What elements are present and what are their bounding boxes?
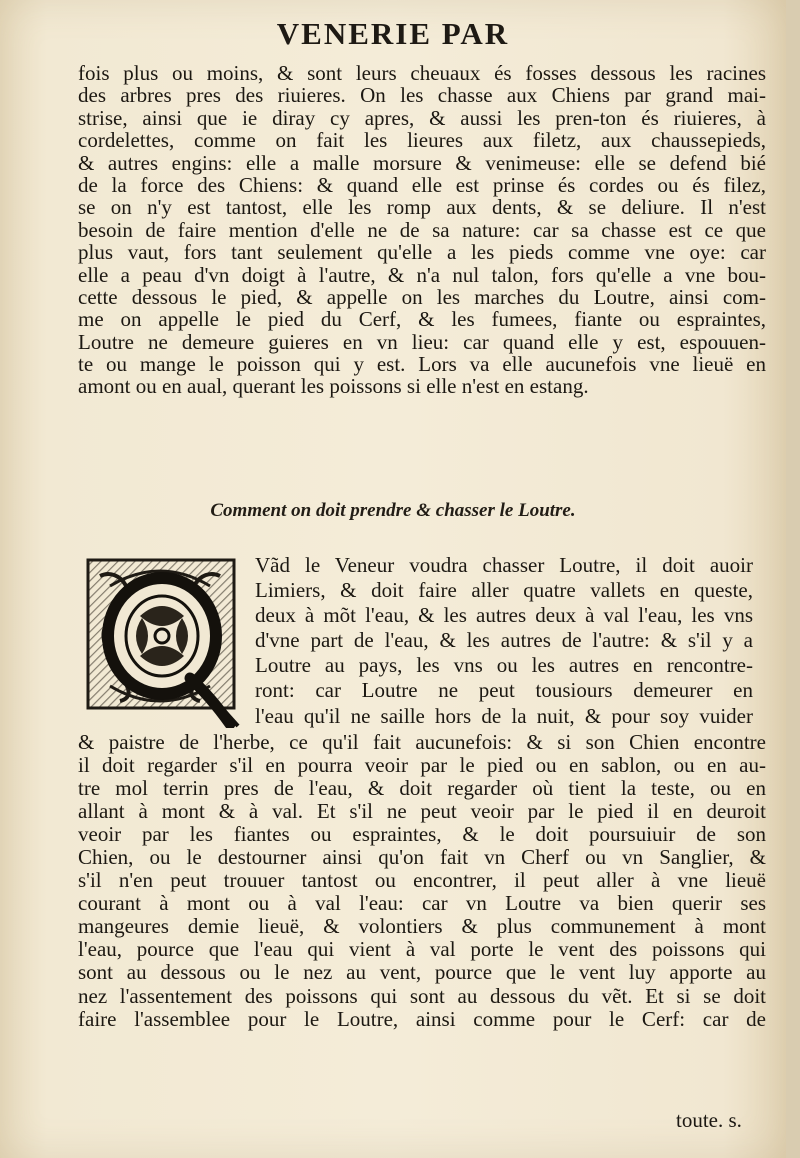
text-line: amont ou en aual, querant les poissons si elle n'est en estang. xyxy=(78,374,589,399)
text-line: fois plus ou moins, & sont leurs cheuaux és fosses dessous les racines xyxy=(78,61,766,85)
side-paragraph xyxy=(255,553,753,729)
text-line: veoir par les fiantes ou espraintes, & le doit poursuiuir de son xyxy=(78,822,766,847)
text-line: cordelettes, comme on fait les lieures aux filetz, aux chaussepieds, xyxy=(78,128,766,153)
text-line: Vãd le Veneur voudra chasser Loutre, il doit auoir xyxy=(255,553,753,577)
catchword: toute. s. xyxy=(676,1108,742,1132)
text-line: l'eau, pource que l'eau qui vient à val porte le vent des poissons qui xyxy=(78,937,766,962)
text-line: d'vne part de l'eau, & les autres de l'autre: & s'il y a xyxy=(255,628,753,653)
section-heading: Comment on doit prendre & chasser le Loutre. xyxy=(210,500,576,521)
page-edge xyxy=(786,0,800,1158)
text-line: de la force des Chiens: & quand elle est prinse és cordes ou és filez, xyxy=(78,172,766,197)
text-line: Chien, ou le destourner ainsi qu'on fait vn Cherf ou vn Sanglier, & xyxy=(78,845,766,870)
text-line: nez l'assentement des poissons qui sont au dessous du vẽt. Et si se doit xyxy=(78,983,766,1008)
text-line: Limiers, & doit faire aller quatre vallets en queste, xyxy=(255,578,753,603)
text-line: se on n'y est tantost, elle les romp aux dents, & se deliure. Il n'est xyxy=(78,195,766,220)
text-line: deux à mõt l'eau, & les autres deux à val l'eau, les vns xyxy=(255,603,753,628)
text-line: allant à mont & à val. Et s'il ne peut veoir par le pied il en deuroit xyxy=(78,799,766,824)
text-line: plus vaut, fors tant seulement qu'elle a les pieds comme vne oye: car xyxy=(78,240,766,265)
text-line: & autres engins: elle a malle morsure & venimeuse: elle se defend bié xyxy=(78,150,766,175)
text-line: ront: car Loutre ne peut tousiours demeurer en xyxy=(255,678,753,703)
text-line: courant à mont ou à val l'eau: car vn Loutre va bien querir ses xyxy=(78,891,766,916)
ornamental-woodcut-initial-icon xyxy=(80,556,240,728)
text-line: sont au dessous ou le nez au vent, pource que le vent luy apporte au xyxy=(78,960,766,985)
top-paragraph xyxy=(78,62,766,398)
text-line: elle a peau d'vn doigt à l'autre, & n'a nul talon, fors qu'elle a vne bou- xyxy=(78,262,766,287)
running-header: VENERIE PAR xyxy=(276,16,510,51)
text-line: l'eau qu'il ne saille hors de la nuit, & pour soy vuider xyxy=(255,703,753,728)
bottom-paragraph xyxy=(78,731,766,1031)
text-line: besoin de faire mention d'elle ne de sa nature: car sa chasse est ce que xyxy=(78,217,766,242)
text-line: s'il n'en peut trouuer tantost ou encontrer, il peut aller à vne lieuë xyxy=(78,868,766,893)
text-line: Loutre ne demeure guieres en vn lieu: car quand elle y est, espouuen- xyxy=(78,329,766,354)
text-line: me on appelle le pied du Cerf, & les fumees, fiante ou espraintes, xyxy=(78,307,766,332)
text-line: Loutre au pays, les vns ou les autres en rencontre- xyxy=(255,653,753,678)
text-line: & paistre de l'herbe, ce qu'il fait aucunefois: & si son Chien encontre xyxy=(78,730,766,754)
text-line: tre mol terrin pres de l'eau, & doit regarder où tient la teste, ou en xyxy=(78,776,766,801)
text-line: faire l'assemblee pour le Loutre, ainsi comme pour le Cerf: car de xyxy=(78,1006,766,1031)
text-line: te ou mange le poisson qui y est. Lors va elle aucunefois vne lieuë en xyxy=(78,352,766,377)
text-line: des arbres pres des riuieres. On les chasse aux Chiens par grand mai- xyxy=(78,83,766,108)
text-line: mangeures demie lieuë, & volontiers & plus communement à mont xyxy=(78,914,766,939)
text-line: il doit regarder s'il en pourra veoir par le pied ou en sablon, ou en au- xyxy=(78,753,766,778)
text-line: strise, ainsi que ie diray cy apres, & aussi les pren-ton és riuieres, à xyxy=(78,105,766,130)
text-line: cette dessous le pied, & appelle on les marches du Loutre, ainsi com- xyxy=(78,284,766,309)
